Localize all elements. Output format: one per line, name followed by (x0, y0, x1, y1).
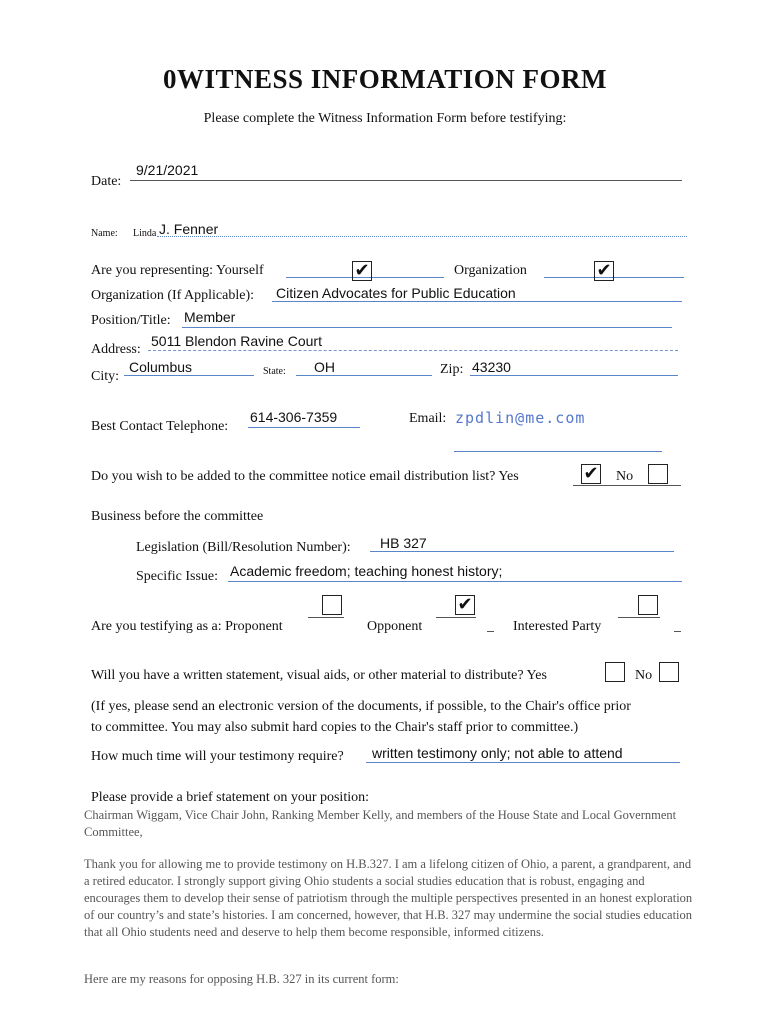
opponent-underline (436, 617, 476, 618)
position-label: Position/Title: (91, 313, 171, 328)
distribution-no-checkbox[interactable] (648, 464, 668, 484)
phone-underline (248, 427, 360, 428)
interested-dash (674, 631, 681, 632)
yourself-checkbox[interactable]: ✔ (352, 261, 372, 281)
email-underline (454, 451, 662, 452)
issue-label: Specific Issue: (136, 569, 219, 584)
distribution-underline (573, 485, 681, 486)
issue-underline (228, 581, 682, 582)
statement-paragraph-1: Chairman Wiggam, Vice Chair John, Ranking Member Kelly, and members of the House State and Local Government Committee, (84, 808, 677, 839)
distribution-no-label: No (616, 469, 634, 484)
statement-paragraph-2: Thank you for allowing me to provide testimony on H.B.327. I am a lifelong citizen of Ohio, a parent, a grandparent, and a retired educator. I strongly support giving Ohio students a social studies education that is robust, engaging and encourages them to develop their sense of patriotism through the multiple perspectives presented in an honest exploration of our country’s and state’s histories. I am concerned, however, that H.B. 327 may undermine the social studies education that all Ohio students need and deserve to help them become responsible, informed citizens. (84, 857, 693, 939)
representing-label: Are you representing: Yourself (91, 263, 264, 278)
name-label: Name: (91, 228, 118, 239)
legislation-underline (370, 551, 674, 552)
organization-checkbox[interactable]: ✔ (594, 261, 614, 281)
written-question: Will you have a written statement, visual aids, or other material to distribute? Yes (91, 668, 547, 683)
proponent-underline (308, 617, 344, 618)
interested-checkbox[interactable] (638, 595, 658, 615)
email-label: Email: (409, 411, 447, 426)
written-note-line1: (If yes, please send an electronic version of the documents, if possible, to the Chair's office prior (91, 699, 631, 714)
date-field[interactable]: 9/21/2021 (136, 162, 199, 178)
form-title: 0WITNESS INFORMATION FORM (162, 64, 608, 94)
address-underline (148, 350, 678, 351)
phone-label: Best Contact Telephone: (91, 419, 229, 434)
issue-field[interactable]: Academic freedom; teaching honest history; (230, 563, 503, 579)
organization-underline (272, 301, 682, 302)
interested-label: Interested Party (513, 619, 602, 634)
testifying-label: Are you testifying as a: Proponent (91, 619, 283, 634)
name-first: Linda (133, 228, 157, 239)
legislation-label: Legislation (Bill/Resolution Number): (136, 540, 351, 555)
written-no-checkbox[interactable] (659, 662, 679, 682)
state-label: State: (263, 366, 286, 377)
interested-underline (618, 617, 660, 618)
position-underline (182, 327, 672, 328)
name-field[interactable]: J. Fenner (159, 221, 219, 237)
state-underline (296, 375, 432, 376)
zip-field[interactable]: 43230 (472, 359, 511, 375)
form-subtitle: Please complete the Witness Information Form before testifying: (203, 111, 567, 126)
time-field[interactable]: written testimony only; not able to attend (372, 745, 623, 761)
city-field[interactable]: Columbus (129, 359, 193, 375)
legislation-field[interactable]: HB 327 (380, 535, 427, 551)
state-field[interactable]: OH (314, 359, 335, 375)
address-field[interactable]: 5011 Blendon Ravine Court (151, 333, 322, 349)
organization-field[interactable]: Citizen Advocates for Public Education (276, 285, 516, 301)
opponent-label: Opponent (367, 619, 423, 634)
business-heading: Business before the committee (91, 509, 264, 524)
opponent-checkbox[interactable]: ✔ (455, 595, 475, 615)
written-note-line2: to committee. You may also submit hard copies to the Chair's staff prior to committee.) (91, 720, 579, 735)
date-underline (130, 180, 682, 181)
zip-label: Zip: (440, 362, 464, 377)
date-label: Date: (91, 174, 122, 189)
organization-option-label: Organization (454, 263, 527, 278)
written-no-label: No (635, 668, 653, 683)
city-label: City: (91, 369, 120, 384)
organization-label: Organization (If Applicable): (91, 288, 255, 303)
phone-field[interactable]: 614-306-7359 (250, 409, 338, 425)
organization-option-underline (544, 277, 684, 278)
written-yes-checkbox[interactable] (605, 662, 625, 682)
time-underline (366, 762, 680, 763)
position-field[interactable]: Member (184, 309, 236, 325)
city-underline (124, 375, 254, 376)
statement-paragraph-3: Here are my reasons for opposing H.B. 327 in its current form: (84, 972, 399, 986)
distribution-yes-checkbox[interactable]: ✔ (581, 464, 601, 484)
proponent-checkbox[interactable] (322, 595, 342, 615)
zip-underline (470, 375, 678, 376)
distribution-question: Do you wish to be added to the committee notice email distribution list? Yes (91, 469, 519, 484)
email-field[interactable]: zpdlin@me.com (455, 409, 586, 427)
opponent-dash (487, 631, 494, 632)
time-label: How much time will your testimony require? (91, 749, 344, 764)
address-label: Address: (91, 342, 141, 357)
name-underline (157, 236, 687, 237)
statement-heading: Please provide a brief statement on your position: (91, 790, 369, 805)
